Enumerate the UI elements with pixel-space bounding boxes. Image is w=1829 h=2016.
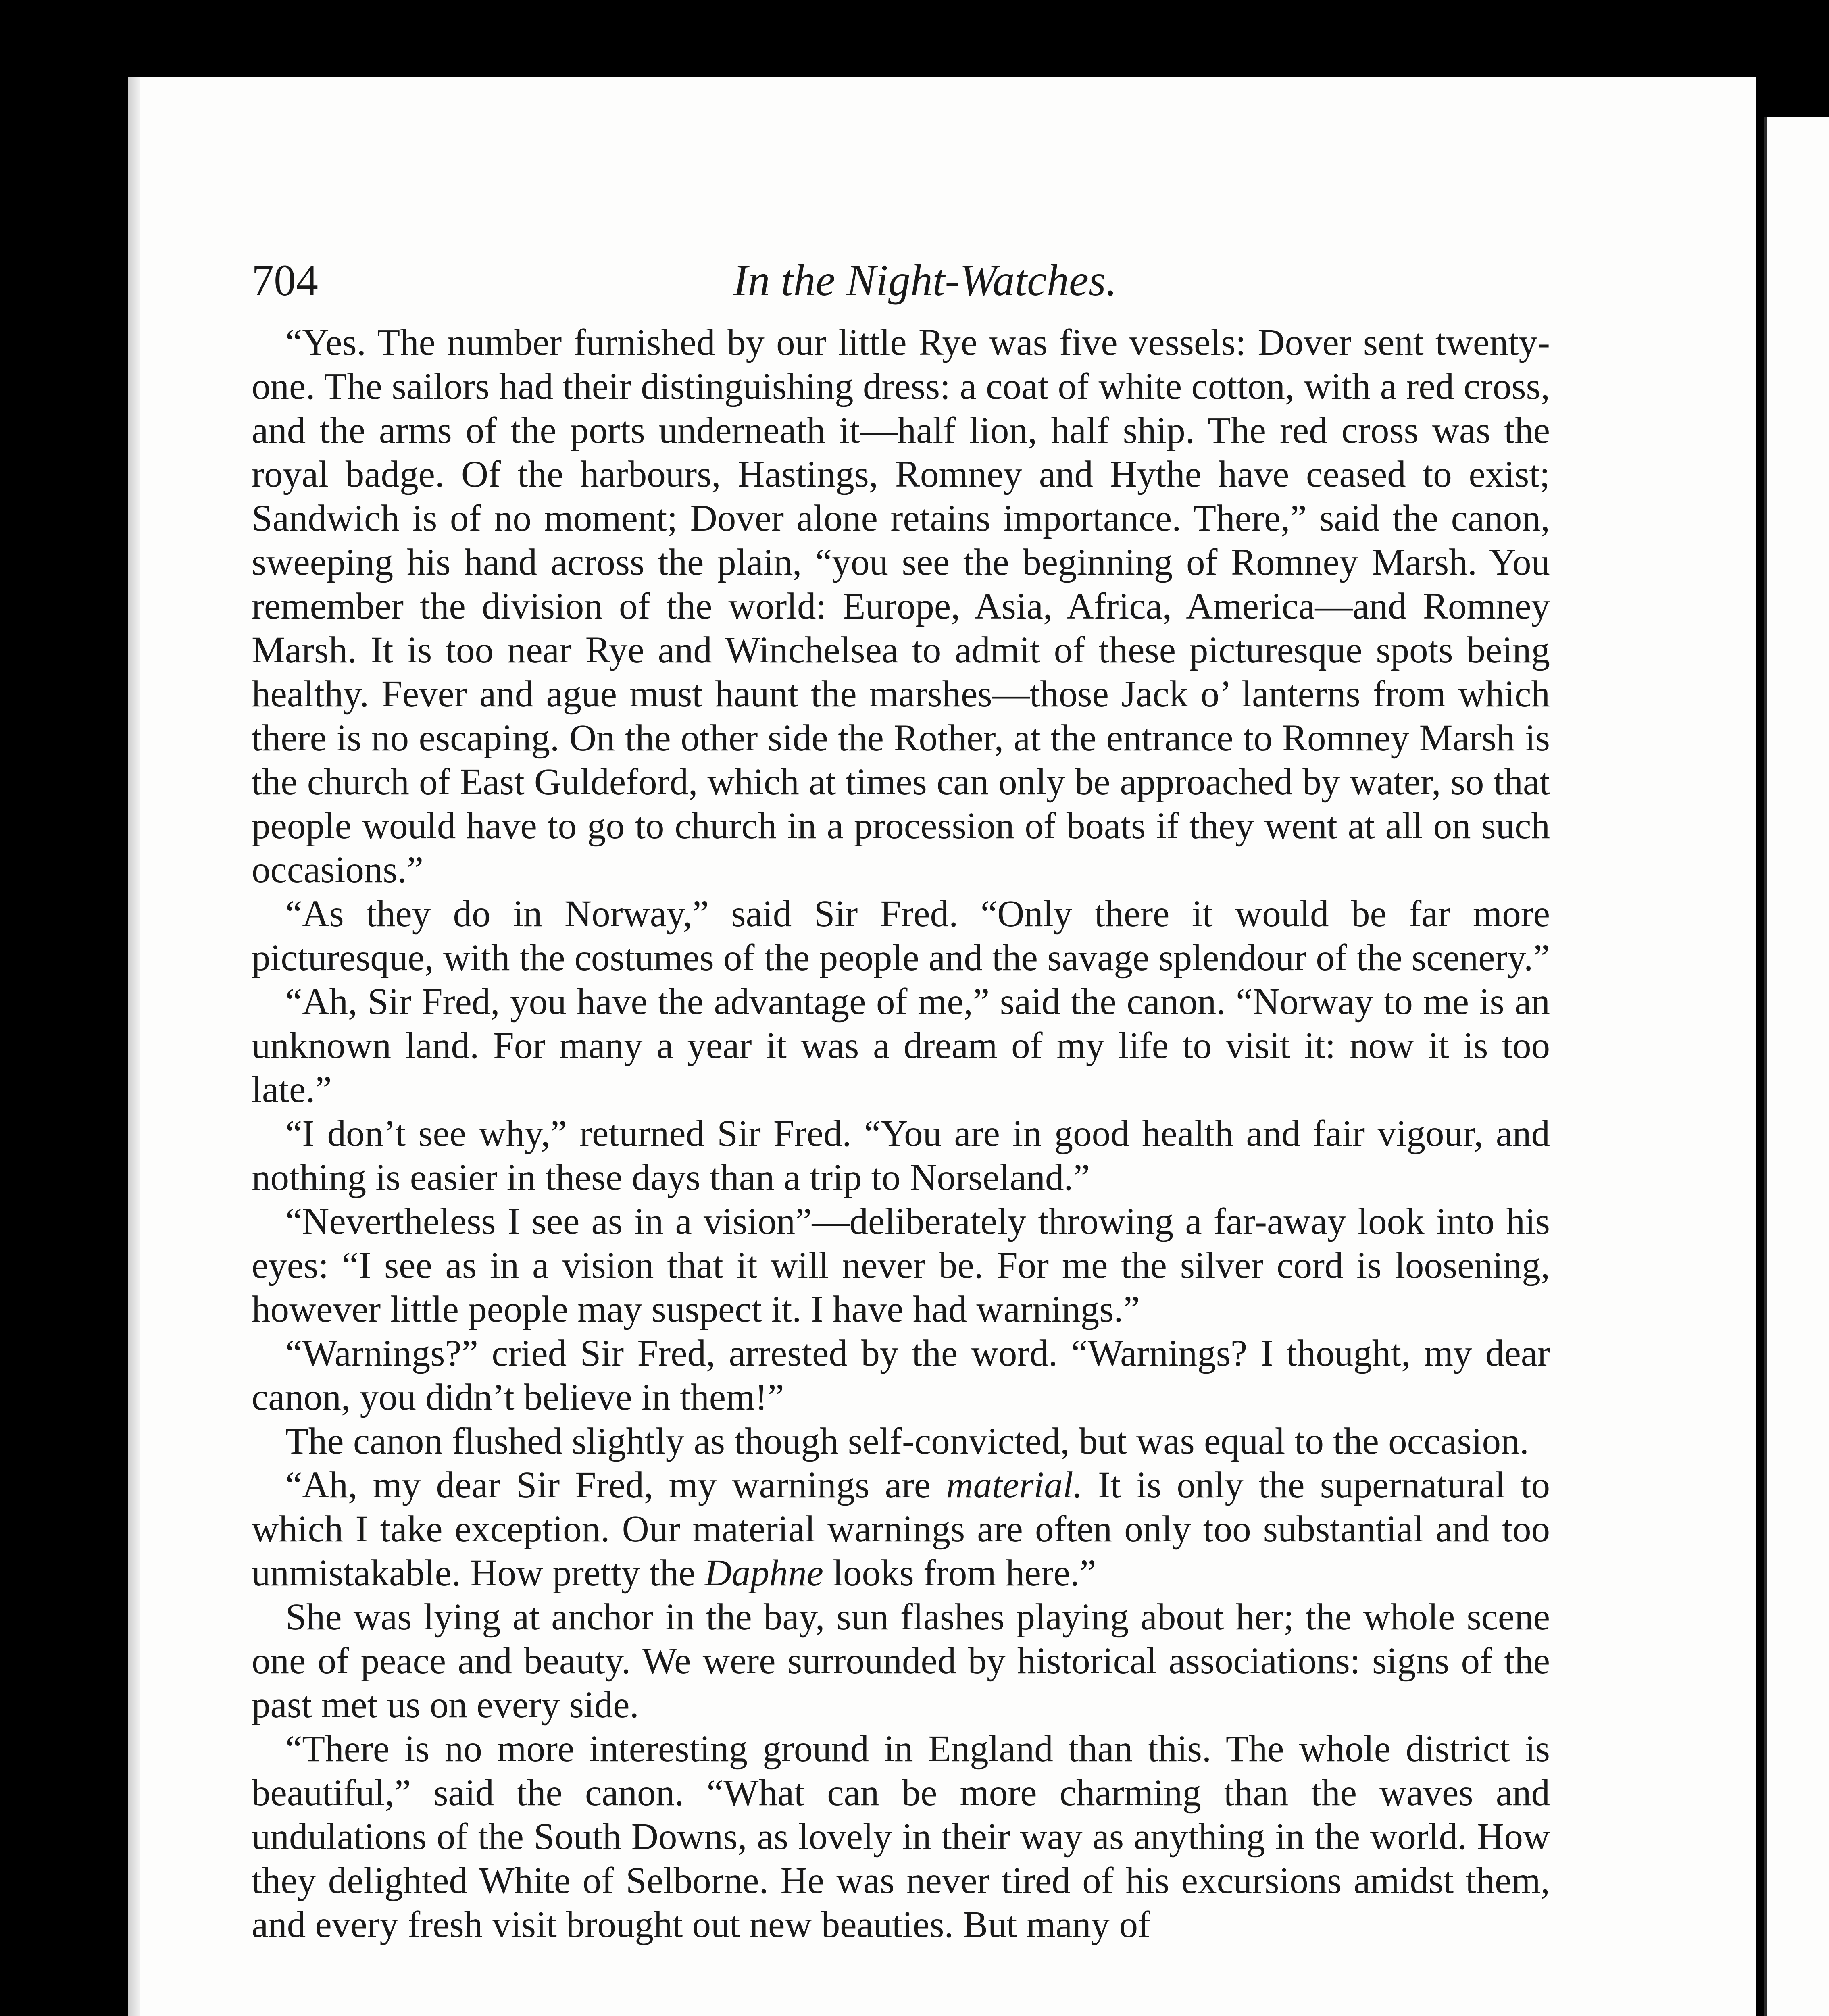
- paragraph: “Warnings?” cried Sir Fred, arrested by the word. “Warnings? I thought, my dear canon, you didn’t believe in them!”: [252, 1333, 1550, 1418]
- paragraph-text: It is only the supernatural to which I take exception. Our material warnings are often only too substantial and too unmistakable. How pretty the: [252, 1464, 1550, 1594]
- italic-word: material.: [946, 1464, 1083, 1506]
- page-number: 704: [252, 256, 318, 305]
- running-head: [252, 250, 1550, 310]
- running-title: In the Night-Watches.: [733, 256, 1117, 305]
- page-edge: [128, 77, 140, 2016]
- paragraph: “Nevertheless I see as in a vision”—deliberately throwing a far-away look into his eyes: “I see as in a vision that it will never be. For me the silver cord is loosening, however little people may suspect it. I have had warnings.”: [252, 1201, 1550, 1330]
- paragraph: She was lying at anchor in the bay, sun flashes playing about her; the whole scene one of peace and beauty. We were surrounded by historical associations: signs of the past met us on every side.: [252, 1596, 1550, 1726]
- paragraph: “As they do in Norway,” said Sir Fred. “Only there it would be far more picturesque, with the costumes of the people and the savage splendour of the scenery.”: [252, 893, 1550, 979]
- paragraph: The canon flushed slightly as though self-convicted, but was equal to the occasion.: [285, 1420, 1529, 1462]
- paragraph: “Yes. The number furnished by our little Rye was five vessels: Dover sent twenty-one. The sailors had their distinguishing dress: a coat of white cotton, with a red cross, and the arms of the ports underneath it—half lion, half ship. The red cross was the royal badge. Of the harbours, Hastings, Romney and Hythe have ceased to exist; Sandwich is of no moment; Dover alone retains importance. There,” said the canon, sweeping his hand across the plain, “you see the beginning of Romney Marsh. You remember the division of the world: Europe, Asia, Africa, America—and Romney Marsh. It is too near Rye and Winchelsea to admit of these picturesque spots being healthy. Fever and ague must haunt the marshes—those Jack o’ lanterns from which there is no escaping. On the other side the Rother, at the entrance to Romney Marsh is the church of East Guldeford, which at times can only be approached by water, so that people would have to go to church in a procession of boats if they went at all on such occasions.”: [252, 322, 1550, 891]
- paragraph-text: “Ah, my dear Sir Fred, my warnings are: [285, 1464, 946, 1506]
- body-text: [252, 321, 1550, 1947]
- ship-name: Daphne: [704, 1552, 823, 1594]
- paragraph: “There is no more interesting ground in England than this. The whole district is beautiful,” said the canon. “What can be more charming than the waves and undulations of the South Downs, as lovely in their way as anything in the world. How they delighted White of Selborne. He was never tired of his excursions amidst them, and every fresh visit brought out new beauties. But many of: [252, 1728, 1550, 1945]
- paragraph-text: looks from here.”: [823, 1552, 1096, 1594]
- paragraph: [252, 1463, 1550, 1595]
- adjacent-page-edge: [1764, 117, 1829, 2016]
- paragraph: “Ah, Sir Fred, you have the advantage of me,” said the canon. “Norway to me is an unknown land. For many a year it was a dream of my life to visit it: now it is too late.”: [252, 981, 1550, 1110]
- paragraph: “I don’t see why,” returned Sir Fred. “You are in good health and fair vigour, and nothing is easier in these days than a trip to Norseland.”: [252, 1113, 1550, 1198]
